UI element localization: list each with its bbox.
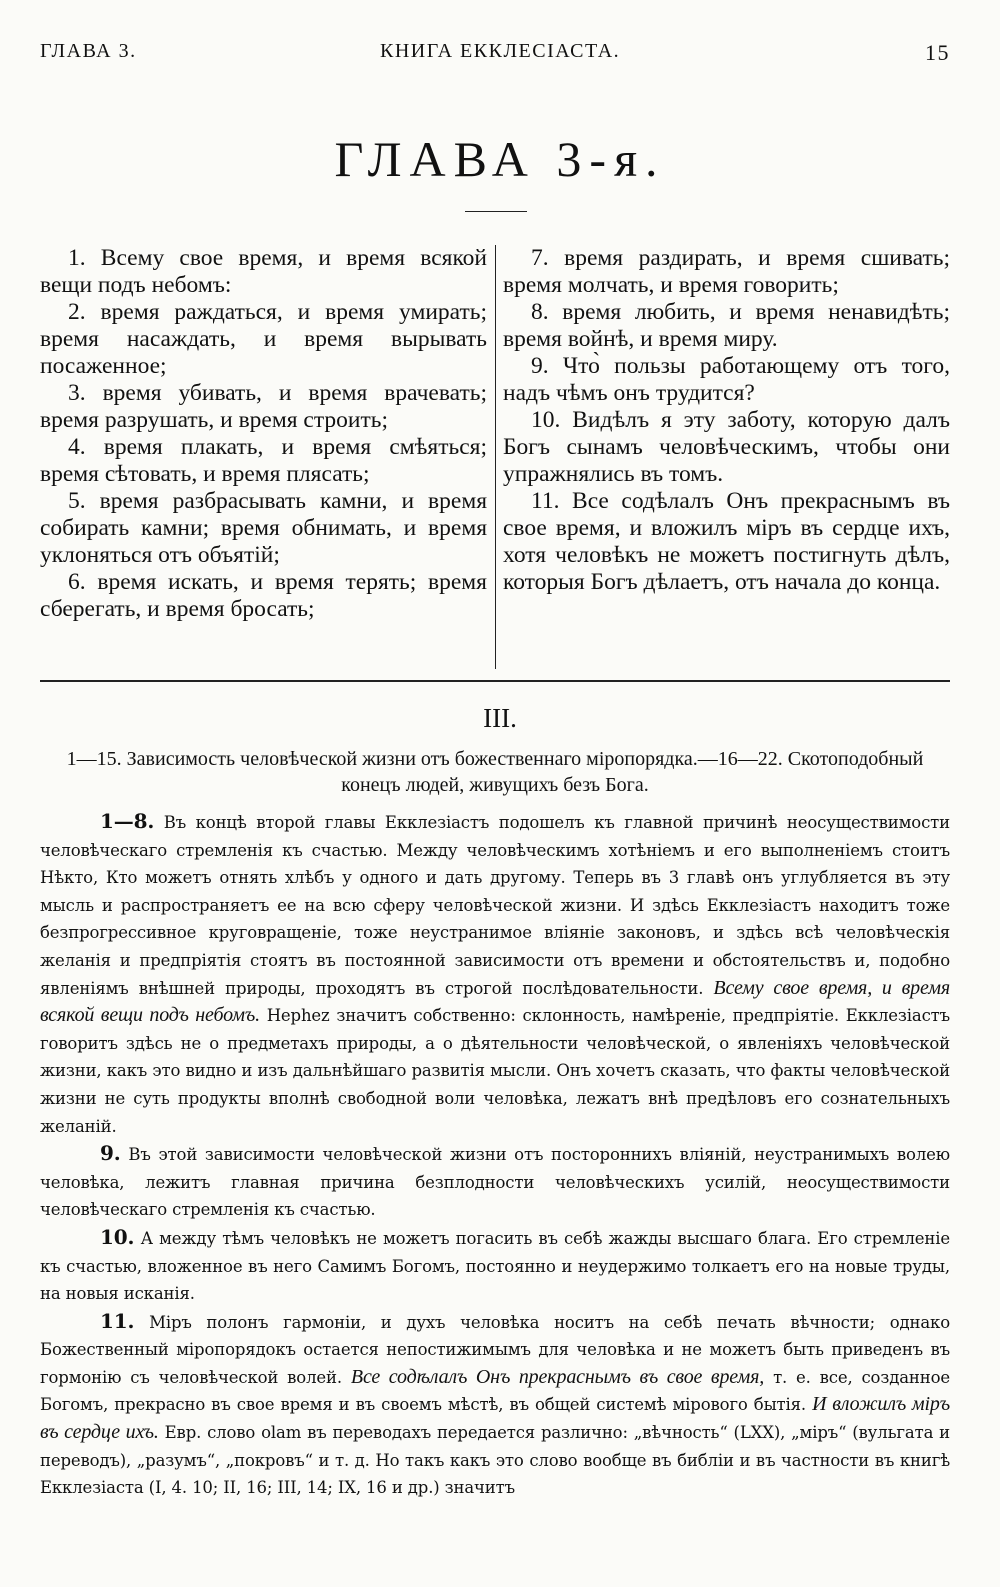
verse: 5. время разбрасывать камни, и время собирать камни; время обнимать, и время уклоняться отъ объятій;: [40, 488, 487, 568]
verse: 2. время раждаться, и время умирать; время насаждать, и время вырывать посаженное;: [40, 299, 487, 379]
section-summary: 1—15. Зависимость человѣческой жизни отъ божественнаго міропорядка.—16—22. Скотоподобный конецъ людей, живущихъ безъ Бога.: [66, 748, 924, 796]
commentary-paragraph: [40, 1308, 950, 1502]
verse: 7. время раздирать, и время сшивать; время молчать, и время говорить;: [503, 245, 950, 298]
verse: 10. Видѣлъ я эту заботу, которую далъ Богъ сынамъ человѣческимъ, чтобы они упражнялись въ томъ.: [503, 407, 950, 487]
running-head-chapter: ГЛАВА 3.: [40, 40, 137, 62]
verse: 1. Всему свое время, и время всякой вещи подъ небомъ:: [40, 245, 487, 298]
commentary-paragraph: [40, 1140, 950, 1224]
running-head: [40, 40, 950, 70]
scripture-quote: Все содѣлалъ Онъ прекраснымъ въ свое время,: [350, 1365, 765, 1388]
section-rule: [40, 680, 950, 682]
commentary-paragraph: [40, 808, 950, 1140]
verse: 8. время любить, и время ненавидѣть; время войнѣ, и время миру.: [503, 299, 950, 352]
verse-reference: 10.: [100, 1224, 135, 1249]
verse: 4. время плакать, и время смѣяться; время сѣтовать, и время плясать;: [40, 434, 487, 487]
scripture-quote: И вложилъ міръ въ сердце ихъ.: [40, 1393, 950, 1444]
commentary-text: Въ концѣ второй главы Екклезіастъ подошелъ къ главной причинѣ неосуществимости человѣческаго стремленія къ счастью. Между человѣческимъ хотѣніемъ и его выполненіемъ стоитъ Нѣкто, Кто можетъ отнять хлѣбъ у одного и дать другому. Теперь въ 3 главѣ онъ углубляется въ эту мысль и распространяетъ ее на всю сферу человѣческой жизни. И здѣсь Екклезіастъ находитъ тоже безпрогрессивное круговращеніе, тоже неустранимое вліяніе законовъ, и здѣсь всѣ человѣческія желанія и предпріятія стоятъ въ постоянной зависимости отъ времени и обстоятельствъ и, подобно явленіямъ внѣшней природы, проходятъ въ строгой послѣдовательности.: [40, 813, 950, 998]
verses-right-column: [503, 245, 950, 596]
chapter-title: ГЛАВА 3-я.: [334, 131, 666, 187]
verse: 3. время убивать, и время врачевать; время разрушать, и время строить;: [40, 380, 487, 433]
verse-reference: 1—8.: [100, 809, 155, 833]
commentary-text: Евр. слово olam въ переводахъ передается различно: „вѣчность“ (LXX), „міръ“ (вульгата и переводъ), „разумъ“, „покровъ“ и т. д. Но такъ какъ это слово вообще въ библіи и въ частности въ книгѣ Екклезіаста (I, 4. 10; II, 16; III, 14; IX, 16 и др.) значитъ: [40, 1423, 950, 1498]
commentary: [40, 808, 950, 1502]
verse: 11. Все содѣлалъ Онъ прекраснымъ въ свое время, и вложилъ міръ въ сердце ихъ, хотя человѣкъ не можетъ постигнуть дѣлъ, которыя Богъ дѣлаетъ, отъ начала до конца.: [503, 488, 950, 595]
commentary-paragraph: [40, 1224, 950, 1308]
section-numeral: III.: [483, 703, 517, 733]
verse-reference: 11.: [100, 1308, 135, 1333]
commentary-text: А между тѣмъ человѣкъ не можетъ погасить въ себѣ жажды высшаго блага. Его стремленіе къ счастью, вложенное въ него Самимъ Богомъ, постоянно и неудержимо толкаетъ его на новые труды, на новыя исканія.: [40, 1228, 950, 1304]
verses-left-column: [40, 245, 487, 623]
commentary-text: т. е. все, созданное Богомъ, прекрасно въ свое время и въ своемъ мѣстѣ, въ общей системѣ мірового бытія.: [40, 1367, 950, 1415]
commentary-text: Нерhez значитъ собственно: склонность, намѣреніе, предпріятіе. Екклезіастъ говоритъ здѣсь не о предметахъ природы, а о дѣятельности человѣческой, о явленіяхъ человѣческой жизни, какъ это видно и изъ дальнѣйшаго развитія мысли. Онъ хочетъ сказать, что факты человѣческой жизни не суть продукты вполнѣ свободной воли человѣка, лежатъ внѣ предѣловъ его сознательныхъ желаній.: [40, 1006, 950, 1136]
commentary-text: Въ этой зависимости человѣческой жизни отъ постороннихъ вліяній, неустранимыхъ волею человѣка, лежитъ главная причина безплодности человѣческихъ усилій, неосуществимости человѣческаго стремленія къ счастью.: [40, 1145, 950, 1220]
running-head-book-title: КНИГА ЕККЛЕСІАСТА.: [380, 40, 621, 62]
page-number: 15: [925, 40, 950, 65]
scripture-verses: [40, 245, 950, 675]
column-divider: [495, 245, 496, 669]
scripture-quote: Всему свое время, и время всякой вещи подъ небомъ.: [40, 976, 951, 1027]
verse: 6. время искать, и время терять; время сберегать, и время бросать;: [40, 569, 487, 622]
commentary-text: Міръ полонъ гармоніи, и духъ человѣка носитъ на себѣ печать вѣчности; однако Божественный міропорядокъ остается непостижимымъ для человѣка и не можетъ быть приведенъ въ гормонію съ человѣческой волей.: [40, 1312, 950, 1387]
verse: 9. Что̀ пользы работающему отъ того, надъ чѣмъ онъ трудится?: [503, 353, 950, 406]
title-rule: [465, 211, 527, 212]
verse-reference: 9.: [100, 1141, 121, 1166]
